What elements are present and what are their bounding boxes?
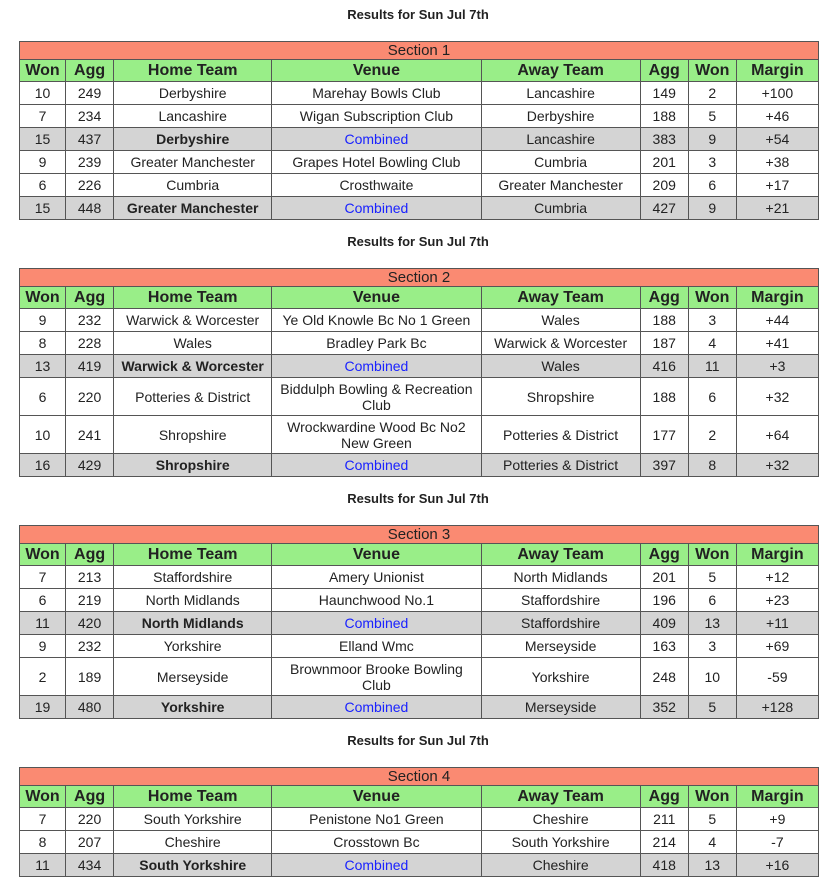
cell-won1: 6 bbox=[20, 174, 66, 197]
cell-won1: 10 bbox=[20, 82, 66, 105]
cell-won1: 19 bbox=[20, 696, 66, 719]
cell-agg1: 232 bbox=[66, 309, 114, 332]
header-row bbox=[20, 544, 819, 566]
cell-won1: 9 bbox=[20, 635, 66, 658]
cell-away: Lancashire bbox=[481, 128, 640, 151]
results-date-title: Results for Sun Jul 7th bbox=[347, 733, 489, 748]
cell-won2: 9 bbox=[688, 197, 736, 220]
cell-away: Greater Manchester bbox=[481, 174, 640, 197]
header-row bbox=[20, 60, 819, 82]
cell-agg1: 249 bbox=[66, 82, 114, 105]
cell-agg2: 163 bbox=[640, 635, 688, 658]
cell-won2: 8 bbox=[688, 454, 736, 477]
header-row bbox=[20, 786, 819, 808]
column-header-won: Won bbox=[20, 786, 66, 808]
cell-margin: +38 bbox=[736, 151, 818, 174]
column-header-margin: Margin bbox=[736, 786, 818, 808]
cell-won2: 6 bbox=[688, 589, 736, 612]
section-results-table bbox=[19, 41, 819, 220]
column-header-away: Away Team bbox=[481, 60, 640, 82]
cell-venue: Combined bbox=[272, 454, 481, 477]
cell-agg2: 211 bbox=[640, 808, 688, 831]
cell-agg2: 418 bbox=[640, 854, 688, 877]
cell-home: Greater Manchester bbox=[114, 197, 272, 220]
cell-agg1: 220 bbox=[66, 808, 114, 831]
column-header-margin: Margin bbox=[736, 287, 818, 309]
cell-agg2: 188 bbox=[640, 378, 688, 416]
cell-venue: Elland Wmc bbox=[272, 635, 481, 658]
cell-home: Shropshire bbox=[114, 416, 272, 454]
cell-venue: Penistone No1 Green bbox=[272, 808, 481, 831]
cell-home: Greater Manchester bbox=[114, 151, 272, 174]
cell-agg1: 239 bbox=[66, 151, 114, 174]
cell-agg1: 234 bbox=[66, 105, 114, 128]
results-page bbox=[0, 6, 836, 877]
cell-margin: +16 bbox=[736, 854, 818, 877]
cell-venue: Crosstown Bc bbox=[272, 831, 481, 854]
cell-won2: 4 bbox=[688, 831, 736, 854]
column-header-won: Won bbox=[20, 287, 66, 309]
table-row bbox=[20, 808, 819, 831]
cell-away: Cheshire bbox=[481, 808, 640, 831]
cell-won1: 15 bbox=[20, 197, 66, 220]
results-block bbox=[0, 490, 836, 719]
cell-won2: 6 bbox=[688, 378, 736, 416]
cell-won1: 10 bbox=[20, 416, 66, 454]
cell-agg2: 416 bbox=[640, 355, 688, 378]
cell-away: Wales bbox=[481, 355, 640, 378]
cell-home: Yorkshire bbox=[114, 696, 272, 719]
cell-agg1: 220 bbox=[66, 378, 114, 416]
results-block bbox=[0, 6, 836, 220]
cell-venue: Marehay Bowls Club bbox=[272, 82, 481, 105]
cell-home: North Midlands bbox=[114, 589, 272, 612]
results-block bbox=[0, 233, 836, 477]
cell-venue: Combined bbox=[272, 696, 481, 719]
cell-home: Yorkshire bbox=[114, 635, 272, 658]
cell-won1: 8 bbox=[20, 831, 66, 854]
cell-venue: Grapes Hotel Bowling Club bbox=[272, 151, 481, 174]
table-row bbox=[20, 831, 819, 854]
cell-won2: 5 bbox=[688, 566, 736, 589]
cell-home: Warwick & Worcester bbox=[114, 309, 272, 332]
results-date-title: Results for Sun Jul 7th bbox=[347, 491, 489, 506]
results-date-title: Results for Sun Jul 7th bbox=[347, 7, 489, 22]
cell-agg2: 209 bbox=[640, 174, 688, 197]
cell-agg1: 419 bbox=[66, 355, 114, 378]
cell-margin: +32 bbox=[736, 378, 818, 416]
section-title: Section 3 bbox=[20, 526, 819, 544]
table-row bbox=[20, 151, 819, 174]
cell-agg1: 207 bbox=[66, 831, 114, 854]
column-header-agg: Agg bbox=[640, 544, 688, 566]
cell-home: Potteries & District bbox=[114, 378, 272, 416]
cell-home: Merseyside bbox=[114, 658, 272, 696]
cell-venue: Wrockwardine Wood Bc No2 New Green bbox=[272, 416, 481, 454]
cell-agg1: 434 bbox=[66, 854, 114, 877]
cell-margin: +69 bbox=[736, 635, 818, 658]
cell-agg2: 214 bbox=[640, 831, 688, 854]
cell-won2: 11 bbox=[688, 355, 736, 378]
cell-away: Merseyside bbox=[481, 635, 640, 658]
table-row bbox=[20, 635, 819, 658]
cell-away: North Midlands bbox=[481, 566, 640, 589]
column-header-venue: Venue bbox=[272, 287, 481, 309]
cell-agg2: 427 bbox=[640, 197, 688, 220]
cell-won2: 2 bbox=[688, 82, 736, 105]
cell-agg2: 409 bbox=[640, 612, 688, 635]
cell-margin: +23 bbox=[736, 589, 818, 612]
cell-won2: 13 bbox=[688, 854, 736, 877]
cell-won1: 16 bbox=[20, 454, 66, 477]
column-header-agg: Agg bbox=[66, 786, 114, 808]
cell-home: Staffordshire bbox=[114, 566, 272, 589]
cell-margin: +9 bbox=[736, 808, 818, 831]
cell-away: Derbyshire bbox=[481, 105, 640, 128]
cell-margin: +32 bbox=[736, 454, 818, 477]
column-header-agg: Agg bbox=[66, 60, 114, 82]
cell-agg1: 241 bbox=[66, 416, 114, 454]
table-row bbox=[20, 82, 819, 105]
cell-away: Warwick & Worcester bbox=[481, 332, 640, 355]
cell-margin: -59 bbox=[736, 658, 818, 696]
cell-won1: 6 bbox=[20, 589, 66, 612]
cell-away: Staffordshire bbox=[481, 589, 640, 612]
cell-agg1: 232 bbox=[66, 635, 114, 658]
cell-home: Derbyshire bbox=[114, 128, 272, 151]
combined-result-row bbox=[20, 197, 819, 220]
cell-away: Potteries & District bbox=[481, 416, 640, 454]
cell-won1: 8 bbox=[20, 332, 66, 355]
cell-venue: Amery Unionist bbox=[272, 566, 481, 589]
cell-agg1: 189 bbox=[66, 658, 114, 696]
cell-away: Staffordshire bbox=[481, 612, 640, 635]
combined-result-row bbox=[20, 128, 819, 151]
cell-home: Derbyshire bbox=[114, 82, 272, 105]
cell-agg2: 383 bbox=[640, 128, 688, 151]
column-header-won: Won bbox=[20, 60, 66, 82]
table-row bbox=[20, 332, 819, 355]
cell-venue: Brownmoor Brooke Bowling Club bbox=[272, 658, 481, 696]
column-header-agg: Agg bbox=[640, 60, 688, 82]
table-row bbox=[20, 416, 819, 454]
cell-home: North Midlands bbox=[114, 612, 272, 635]
combined-result-row bbox=[20, 355, 819, 378]
combined-result-row bbox=[20, 696, 819, 719]
table-row bbox=[20, 566, 819, 589]
cell-won2: 3 bbox=[688, 635, 736, 658]
cell-won2: 3 bbox=[688, 309, 736, 332]
cell-away: Cumbria bbox=[481, 151, 640, 174]
column-header-agg: Agg bbox=[640, 287, 688, 309]
cell-margin: +100 bbox=[736, 82, 818, 105]
section-title: Section 2 bbox=[20, 269, 819, 287]
column-header-won: Won bbox=[688, 60, 736, 82]
column-header-agg: Agg bbox=[66, 287, 114, 309]
cell-won1: 7 bbox=[20, 105, 66, 128]
cell-won2: 4 bbox=[688, 332, 736, 355]
cell-venue: Haunchwood No.1 bbox=[272, 589, 481, 612]
cell-won2: 3 bbox=[688, 151, 736, 174]
cell-away: Yorkshire bbox=[481, 658, 640, 696]
cell-away: Potteries & District bbox=[481, 454, 640, 477]
cell-away: Merseyside bbox=[481, 696, 640, 719]
cell-away: Cumbria bbox=[481, 197, 640, 220]
cell-won2: 13 bbox=[688, 612, 736, 635]
cell-won2: 5 bbox=[688, 696, 736, 719]
column-header-won: Won bbox=[688, 287, 736, 309]
column-header-home: Home Team bbox=[114, 287, 272, 309]
cell-agg2: 201 bbox=[640, 151, 688, 174]
cell-venue: Combined bbox=[272, 197, 481, 220]
cell-won1: 7 bbox=[20, 566, 66, 589]
cell-home: Wales bbox=[114, 332, 272, 355]
cell-agg1: 480 bbox=[66, 696, 114, 719]
cell-won2: 5 bbox=[688, 105, 736, 128]
cell-home: Shropshire bbox=[114, 454, 272, 477]
cell-won1: 2 bbox=[20, 658, 66, 696]
cell-agg2: 188 bbox=[640, 105, 688, 128]
cell-agg2: 352 bbox=[640, 696, 688, 719]
cell-home: Warwick & Worcester bbox=[114, 355, 272, 378]
cell-venue: Combined bbox=[272, 854, 481, 877]
cell-venue: Wigan Subscription Club bbox=[272, 105, 481, 128]
cell-margin: +128 bbox=[736, 696, 818, 719]
column-header-home: Home Team bbox=[114, 60, 272, 82]
cell-margin: +12 bbox=[736, 566, 818, 589]
column-header-away: Away Team bbox=[481, 544, 640, 566]
cell-venue: Combined bbox=[272, 612, 481, 635]
cell-margin: +54 bbox=[736, 128, 818, 151]
cell-home: South Yorkshire bbox=[114, 854, 272, 877]
table-row bbox=[20, 174, 819, 197]
column-header-venue: Venue bbox=[272, 786, 481, 808]
cell-agg1: 448 bbox=[66, 197, 114, 220]
column-header-agg: Agg bbox=[66, 544, 114, 566]
cell-won1: 11 bbox=[20, 854, 66, 877]
cell-won2: 2 bbox=[688, 416, 736, 454]
cell-won1: 6 bbox=[20, 378, 66, 416]
cell-agg1: 429 bbox=[66, 454, 114, 477]
table-row bbox=[20, 105, 819, 128]
cell-agg2: 188 bbox=[640, 309, 688, 332]
cell-agg2: 177 bbox=[640, 416, 688, 454]
cell-agg2: 149 bbox=[640, 82, 688, 105]
cell-won2: 6 bbox=[688, 174, 736, 197]
cell-agg2: 397 bbox=[640, 454, 688, 477]
cell-won2: 9 bbox=[688, 128, 736, 151]
section-title: Section 4 bbox=[20, 768, 819, 786]
cell-margin: +3 bbox=[736, 355, 818, 378]
cell-agg2: 187 bbox=[640, 332, 688, 355]
cell-home: South Yorkshire bbox=[114, 808, 272, 831]
cell-won1: 9 bbox=[20, 151, 66, 174]
cell-venue: Combined bbox=[272, 128, 481, 151]
cell-won2: 5 bbox=[688, 808, 736, 831]
cell-venue: Crosthwaite bbox=[272, 174, 481, 197]
cell-away: Cheshire bbox=[481, 854, 640, 877]
cell-won1: 9 bbox=[20, 309, 66, 332]
cell-venue: Bradley Park Bc bbox=[272, 332, 481, 355]
section-results-table bbox=[19, 767, 819, 877]
table-row bbox=[20, 309, 819, 332]
cell-agg1: 226 bbox=[66, 174, 114, 197]
cell-venue: Biddulph Bowling & Recreation Club bbox=[272, 378, 481, 416]
cell-won1: 7 bbox=[20, 808, 66, 831]
cell-won1: 11 bbox=[20, 612, 66, 635]
results-block bbox=[0, 732, 836, 877]
column-header-won: Won bbox=[688, 544, 736, 566]
table-row bbox=[20, 589, 819, 612]
column-header-agg: Agg bbox=[640, 786, 688, 808]
cell-agg2: 196 bbox=[640, 589, 688, 612]
cell-home: Cumbria bbox=[114, 174, 272, 197]
cell-won1: 15 bbox=[20, 128, 66, 151]
cell-away: Wales bbox=[481, 309, 640, 332]
cell-margin: +44 bbox=[736, 309, 818, 332]
combined-result-row bbox=[20, 454, 819, 477]
cell-margin: +21 bbox=[736, 197, 818, 220]
column-header-home: Home Team bbox=[114, 544, 272, 566]
cell-venue: Combined bbox=[272, 355, 481, 378]
column-header-venue: Venue bbox=[272, 60, 481, 82]
cell-won2: 10 bbox=[688, 658, 736, 696]
column-header-home: Home Team bbox=[114, 786, 272, 808]
section-results-table bbox=[19, 268, 819, 477]
table-row bbox=[20, 378, 819, 416]
cell-agg2: 248 bbox=[640, 658, 688, 696]
column-header-margin: Margin bbox=[736, 60, 818, 82]
table-row bbox=[20, 658, 819, 696]
column-header-won: Won bbox=[688, 786, 736, 808]
column-header-away: Away Team bbox=[481, 786, 640, 808]
cell-away: Lancashire bbox=[481, 82, 640, 105]
cell-won1: 13 bbox=[20, 355, 66, 378]
cell-margin: -7 bbox=[736, 831, 818, 854]
cell-agg1: 420 bbox=[66, 612, 114, 635]
section-results-table bbox=[19, 525, 819, 719]
cell-venue: Ye Old Knowle Bc No 1 Green bbox=[272, 309, 481, 332]
cell-agg1: 437 bbox=[66, 128, 114, 151]
cell-margin: +11 bbox=[736, 612, 818, 635]
cell-margin: +17 bbox=[736, 174, 818, 197]
cell-agg2: 201 bbox=[640, 566, 688, 589]
combined-result-row bbox=[20, 612, 819, 635]
section-title: Section 1 bbox=[20, 42, 819, 60]
cell-margin: +46 bbox=[736, 105, 818, 128]
header-row bbox=[20, 287, 819, 309]
cell-margin: +41 bbox=[736, 332, 818, 355]
column-header-won: Won bbox=[20, 544, 66, 566]
cell-home: Lancashire bbox=[114, 105, 272, 128]
cell-agg1: 228 bbox=[66, 332, 114, 355]
results-date-title: Results for Sun Jul 7th bbox=[347, 234, 489, 249]
combined-result-row bbox=[20, 854, 819, 877]
cell-agg1: 213 bbox=[66, 566, 114, 589]
cell-away: Shropshire bbox=[481, 378, 640, 416]
column-header-venue: Venue bbox=[272, 544, 481, 566]
cell-agg1: 219 bbox=[66, 589, 114, 612]
cell-margin: +64 bbox=[736, 416, 818, 454]
column-header-margin: Margin bbox=[736, 544, 818, 566]
column-header-away: Away Team bbox=[481, 287, 640, 309]
cell-home: Cheshire bbox=[114, 831, 272, 854]
cell-away: South Yorkshire bbox=[481, 831, 640, 854]
